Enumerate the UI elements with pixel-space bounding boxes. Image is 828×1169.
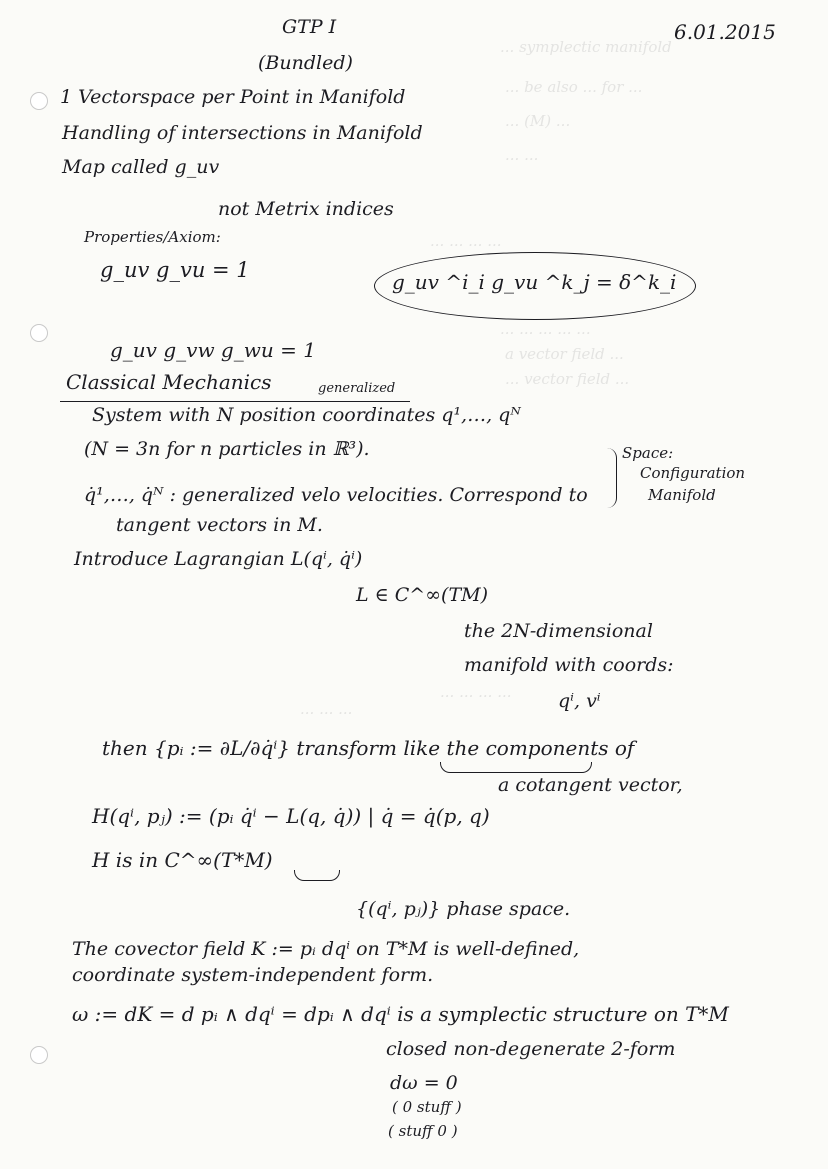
lecture-title: GTP I bbox=[282, 16, 337, 38]
side-label: Configuration bbox=[640, 464, 746, 482]
note-line: Introduce Lagrangian L(qⁱ, q̇ⁱ) bbox=[74, 548, 363, 570]
formula: L ∈ C^∞(TM) bbox=[356, 584, 488, 606]
note-line: Map called g_uv bbox=[62, 156, 220, 178]
punch-hole bbox=[30, 1046, 48, 1064]
side-label: Space: bbox=[622, 444, 674, 462]
section-heading: Classical Mechanics bbox=[66, 370, 272, 394]
note-line: manifold with coords: bbox=[464, 654, 674, 676]
ghost-text: ... ... ... ... bbox=[430, 232, 502, 250]
note-line: The covector field K := pᵢ dqⁱ on T*M is well-defined, bbox=[72, 938, 580, 960]
note-line: Handling of intersections in Manifold bbox=[62, 122, 423, 144]
note-line: the 2N-dimensional bbox=[464, 620, 653, 642]
note-line: System with N position coordinates q¹,…, qᴺ bbox=[92, 404, 521, 426]
note-line: q̇¹,…, q̇ᴺ : generalized velo velocities. Correspond to bbox=[84, 484, 588, 506]
ghost-text: ... ... ... bbox=[300, 700, 353, 718]
ghost-text: ... (M) ... bbox=[505, 112, 571, 130]
formula: {(qⁱ, pⱼ)} phase space. bbox=[356, 898, 571, 920]
note-line: not Metrix indices bbox=[218, 198, 394, 220]
ghost-text: ... ... bbox=[505, 146, 539, 164]
formula: qⁱ, vⁱ bbox=[558, 690, 601, 712]
ghost-text: ... ... ... ... ... bbox=[500, 320, 591, 338]
note-line: 1 Vectorspace per Point in Manifold bbox=[60, 86, 406, 108]
ghost-text: ... ... ... ... bbox=[440, 683, 512, 701]
ghost-text: a vector field ... bbox=[505, 345, 624, 363]
note-line: closed non-degenerate 2-form bbox=[386, 1038, 676, 1060]
formula: H(qⁱ, pⱼ) := (pᵢ q̇ⁱ − L(q, q̇)) | q̇ = q̇(p, q) bbox=[92, 804, 490, 828]
properties-label: Properties/Axiom: bbox=[84, 228, 221, 246]
formula: dω = 0 bbox=[390, 1072, 458, 1094]
heading-underline bbox=[60, 401, 410, 402]
matrix-row: ( 0 stuff ) bbox=[392, 1098, 462, 1116]
date: 6.01.2015 bbox=[674, 20, 776, 44]
formula: ω := dK = d pᵢ ∧ dqⁱ = dpᵢ ∧ dqⁱ is a symplectic structure on T*M bbox=[72, 1002, 729, 1026]
ghost-text: ... vector field ... bbox=[505, 370, 630, 388]
formula: H is in C^∞(T*M) bbox=[92, 848, 273, 872]
subtitle: (Bundled) bbox=[258, 52, 353, 74]
annotation: generalized bbox=[318, 381, 396, 396]
underbrace bbox=[440, 762, 592, 773]
note-line: tangent vectors in M. bbox=[116, 514, 323, 536]
note-line: coordinate system-independent form. bbox=[72, 964, 434, 986]
formula: then {pᵢ := ∂L/∂q̇ⁱ} transform like the components of bbox=[102, 736, 635, 760]
formula: g_uv g_vu = 1 bbox=[100, 258, 250, 282]
note-line: (N = 3n for n particles in ℝ³). bbox=[84, 438, 370, 460]
formula: g_uv ^i_i g_vu ^k_j = δ^k_i bbox=[392, 270, 677, 294]
ghost-text: ... symplectic manifold bbox=[500, 38, 672, 56]
punch-hole bbox=[30, 92, 48, 110]
formula: g_uv g_vw g_wu = 1 bbox=[110, 338, 316, 362]
note-line: a cotangent vector, bbox=[498, 774, 683, 796]
punch-hole bbox=[30, 324, 48, 342]
side-label: Manifold bbox=[648, 486, 716, 504]
underbrace bbox=[294, 870, 340, 881]
matrix-row: ( stuff 0 ) bbox=[388, 1122, 458, 1140]
brace bbox=[604, 448, 617, 508]
ghost-text: ... be also ... for ... bbox=[505, 78, 643, 96]
